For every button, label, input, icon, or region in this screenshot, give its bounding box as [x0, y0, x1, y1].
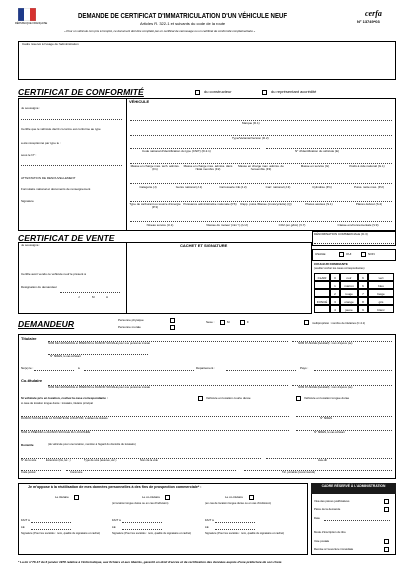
constructeur-label: du constructeur [204, 89, 232, 94]
admin-item-checkbox[interactable] [384, 547, 389, 552]
consent-signature-label: Signature (Pour les sociétés : nom, qualité du signataire et cachet) [205, 532, 285, 535]
cnit-label: Code national d'identification du type (CNIT) (D.2.1) [142, 149, 211, 153]
type-label: Type/Variante/Version (D.2) [232, 136, 269, 140]
vin-label: N° d'identification du véhicule (E) [295, 149, 339, 153]
admin-item-checkbox[interactable] [384, 539, 389, 544]
niveau-sonore-label: Niveau sonore (U.1) [146, 223, 174, 227]
admin-reserved-box [18, 41, 396, 80]
admin-item: Pièce de la demande [314, 507, 341, 511]
domicile-field-label: Commune [70, 471, 83, 474]
categorie-row-line[interactable] [130, 183, 392, 184]
genre-label: Genre national (J.1) [175, 185, 203, 189]
location-title: Si véhicule pris en location, cochez la case correspondante : [21, 396, 108, 400]
conformite-field-line[interactable] [21, 165, 122, 166]
masse-ptra-label: Masse en charge max. admiss. de l'ensemble (F3) [238, 164, 284, 172]
conformite-left-field: Signature [21, 199, 34, 203]
carrosserie-ce-label: Carrosserie CE (J.2) [219, 185, 247, 189]
couleur-cell: beige [368, 289, 394, 297]
couleur-cell: blanc [368, 305, 394, 313]
domicile-field-label: Nom de la voie [140, 459, 158, 462]
personne-morale-checkbox[interactable] [170, 325, 175, 330]
couleur-cell: marron [340, 281, 358, 289]
consent-col-note: (si location longue durée ou en cas d'indivision) [112, 502, 169, 505]
footer-note: * La loi n°78-17 du 6 janvier 1978 relative à l'informatique, aux fichiers et aux libertés, garantit un droit d'accès et de rectification des données auprès d'une préfecture de son choix. [18, 560, 283, 564]
conformite-left-field: a été réceptionné par type le : [21, 141, 61, 145]
couleur-cell [314, 305, 330, 313]
couleur-cell: bleu [368, 281, 394, 289]
personne-physique-checkbox[interactable] [170, 318, 175, 323]
poids-vide-label: Poids à vide national (G.1) [349, 164, 385, 168]
consent-col-note: (en cas de location longue durée ou en cas d'indivision) [205, 502, 272, 505]
representant-label: du représentant accrédité [271, 89, 317, 94]
consent-fait-field[interactable] [31, 522, 71, 523]
sonore-row-line[interactable] [130, 221, 392, 222]
vente-date-line[interactable] [60, 292, 120, 293]
consent-col-label: Le co-titulaire [225, 495, 244, 499]
vente-left-field: Je soussigné : [21, 243, 41, 247]
admin-item: Voie postale [314, 539, 330, 543]
personne-physique-label: Personne physique [118, 318, 144, 322]
logo-caption: RÉPUBLIQUE FRANÇAISE [15, 22, 48, 25]
titulaire-field-label: Pays : [300, 366, 309, 370]
couleur-cell: rouge [340, 289, 358, 297]
carrosserie-nat-label: Carr. national (J.3) [265, 185, 291, 189]
location-longue-label: Véhicule en location longue durée [304, 396, 350, 400]
notice: « Pour un véhicule non pris à l'emploi, ce document doit être complété par un certificat de carrossage ou un certificat de conformité complémentaire » [64, 29, 256, 33]
consent-le-field[interactable] [122, 529, 162, 530]
admin-item-checkbox[interactable] [384, 507, 389, 512]
titulaire-field-label: Né(e) le : [21, 366, 34, 370]
personne-morale-label: Personne morale [118, 325, 141, 329]
marque-label: Marque (D.1) [242, 121, 260, 125]
consent-le: LE [21, 525, 25, 529]
titulaire-field-label: NOM DE NAISSANCE et PRÉNOM ou RAISON SOCIALE pour une personne morale [48, 342, 151, 345]
domicile-title: Domicile [21, 443, 34, 447]
conformite-title: CERTIFICAT DE CONFORMITÉ [18, 87, 144, 97]
denomination-field[interactable] [314, 243, 394, 244]
vente-title: CERTIFICAT DE VENTE [18, 233, 115, 243]
couleur-cell: orange [340, 297, 358, 305]
conformite-left-field: Formulaire national et documents de renseignement [21, 187, 91, 191]
consent-fait: FAIT à [21, 518, 30, 522]
location-field-label: RAISON SOCIALE DE LA SOCIÉTÉ DE LOCATION, à défaut de titulaire [21, 417, 108, 420]
cotitulaire-field-label: NOM DE NAISSANCE et PRÉNOM ou RAISON SOCIALE pour une personne morale [48, 386, 151, 389]
usage-non-label: NON [368, 252, 375, 256]
date-year-mark: A [106, 295, 109, 299]
vente-divider [126, 242, 127, 314]
marque-field[interactable] [130, 120, 392, 121]
domicile-lieu-dit-line[interactable] [266, 458, 392, 459]
admin-item-checkbox[interactable] [384, 499, 389, 504]
conformite-left-field: ATTESTATION DE RENOUVELLEMENT [21, 176, 76, 180]
titulaire-field-label: N° SIREN, le cas échéant [50, 355, 81, 358]
domicile-field-label: Tél. portable (recommandé) [282, 471, 316, 474]
titulaire-title: Titulaire [21, 336, 37, 341]
domicile-tel-line[interactable] [244, 470, 392, 471]
domicile-note: (du véhicule pour une location, mention à l'égard du domicile du locataire) [48, 443, 136, 446]
places-debout-label: Places debout (S.2) [355, 202, 383, 206]
rapport-label: Rapp. puiss./Masse (motocyclette) (Q) [240, 202, 292, 206]
type-energie-label: Type de carburant ou source d'énergie (P.3) [129, 202, 181, 210]
consent-col-label: Le titulaire [55, 495, 69, 499]
domicile-field-label: Type de voie (avenue, etc.) [84, 459, 117, 462]
couleur-cell[interactable]: 2 [330, 289, 340, 297]
consent-col-label: Le co-titulaire [142, 495, 161, 499]
conformite-left-field: Je soussigné : [21, 106, 41, 110]
cotitulaire-title: Co-titulaire [21, 378, 43, 383]
usage-oui-label: OUI [346, 252, 352, 256]
cachet-label: CACHET ET SIGNATURE [180, 243, 228, 248]
multi-titulaires-input[interactable] [304, 320, 309, 325]
vehicule-label: VÉHICULE [129, 99, 150, 104]
couleur-cell[interactable]: 8 [358, 297, 368, 305]
couleur-cell[interactable]: 4 [330, 305, 340, 313]
couleur-cell: jaune [340, 305, 358, 313]
demandeur-title: DEMANDEUR [18, 319, 75, 329]
date-month-mark: M [92, 295, 95, 299]
couleur-note: (veuillez cocher les cases correspondantes) [314, 267, 365, 270]
couleur-table [314, 273, 394, 313]
consent-le-field[interactable] [215, 529, 255, 530]
constructeur-checkbox[interactable] [195, 90, 200, 95]
usage-label: USAGE [315, 252, 326, 256]
pays-field[interactable] [314, 370, 392, 371]
masse-ensemble-label: Masse en charge max. admiss. dans l'Etat membre (F2) [183, 164, 233, 172]
sexe-label: Sexe : [206, 320, 215, 324]
location-siren-field[interactable] [296, 416, 392, 417]
couleur-header-cell[interactable]: 6 [358, 273, 368, 281]
vente-left-field: Certifie avoir vendu ce véhicule neuf le présent à [21, 272, 86, 276]
usage-non-checkbox[interactable] [361, 252, 366, 257]
consent-le: LE [112, 525, 116, 529]
couleur-cell [314, 289, 330, 297]
republique-logo [18, 8, 36, 21]
consent-fait: FAIT à [112, 518, 121, 522]
location-longue-checkbox[interactable] [296, 396, 301, 401]
puissance-label: Puiss. nette max. (P.2) [354, 185, 384, 189]
consent-fait-field[interactable] [215, 522, 255, 523]
domicile-field-label: Code postal [21, 471, 36, 474]
location-courte-label: Véhicule en location courte durée [206, 396, 251, 400]
location-courte-checkbox[interactable] [198, 396, 203, 401]
conformite-divider [126, 98, 127, 231]
couleur-cell[interactable]: 7 [358, 289, 368, 297]
consent-le-field[interactable] [31, 529, 71, 530]
consent-fait-field[interactable] [122, 522, 162, 523]
couleur-title: COULEUR DOMINANTE [314, 262, 348, 266]
couleur-header-cell: CLAIR [314, 273, 330, 281]
cerfa-number: N° 13749*03 [357, 19, 380, 24]
consent-cotitulaire2-checkbox[interactable] [249, 495, 254, 500]
page-title: DEMANDE DE CERTIFICAT D'IMMATRICULATION D'UN VÉHICULE NEUF [78, 11, 288, 20]
conformite-left-field: sous le N° : [21, 153, 37, 157]
consent-cotitulaire1-checkbox[interactable] [165, 495, 170, 500]
couleur-cell [314, 281, 330, 289]
couleur-cell[interactable]: 3 [330, 297, 340, 305]
admin-date-field[interactable] [324, 520, 390, 521]
departement-field[interactable] [226, 370, 296, 371]
vente-left-field: Désignation du demandeur [21, 285, 58, 289]
cotitulaire-field-label: NOM D'USAGE (facultatif) : nom d'époux (se) [298, 386, 353, 389]
sexe-f-checkbox[interactable] [240, 320, 245, 325]
couleur-cell[interactable]: 6 [358, 281, 368, 289]
vente-box [18, 242, 312, 314]
co2-label: CO2 (en g/km) (V.7) [278, 223, 306, 227]
domicile-commune-line[interactable] [66, 470, 236, 471]
consent-le: LE [205, 525, 209, 529]
domicile-field-label: Extension (bis, ter...) [46, 459, 71, 462]
cerfa-logo: cerfa [365, 9, 382, 18]
consent-fait: FAIT à [205, 518, 214, 522]
couleur-header-cell[interactable]: 0 [330, 273, 340, 281]
masse-service-label: Masse en service (G) [300, 164, 330, 168]
categorie-label: Catégorie (J) [139, 185, 157, 189]
admin-item: Visa des pièces justificatives [314, 499, 350, 503]
location-field-label: NOM et PRÉNOM ou RAISON SOCIALE DU LOCATAIRE [21, 431, 91, 434]
domicile-field-label: N° de la voie [21, 459, 37, 462]
masse-ptac-label: Masse en charge max. tech. admiss. (F1) [130, 164, 180, 172]
puissance-admin-label: Puissance administrative nationale (P.6) [183, 202, 237, 206]
conformite-field-line[interactable] [21, 119, 122, 120]
classe-env-label: Classe environnementale (V.9) [337, 223, 379, 227]
admin-item: Mode d'inscription du titre [314, 530, 346, 534]
location-field-label: N° SIREN, le cas échéant [314, 431, 345, 434]
sexe-m-label: M [227, 320, 230, 324]
cylindree-label: Cylindrée (P.1) [312, 185, 332, 189]
vitesse-moteur-label: Vitesse du moteur (min⁻¹) (U.2) [206, 223, 248, 227]
birth-place-field[interactable] [84, 370, 194, 371]
titulaire-field-label: Département : [196, 366, 216, 370]
sexe-m-checkbox[interactable] [220, 320, 225, 325]
birth-date-field[interactable] [34, 370, 74, 371]
admin-item: Date [314, 516, 320, 520]
sexe-f-label: F [247, 320, 249, 324]
consent-box [18, 483, 308, 555]
couleur-cell[interactable]: 9 [358, 305, 368, 313]
consent-title: Je m'oppose à la réutilisation de mes données personnelles à des fins de prospection commerciale* : [28, 485, 202, 489]
admin-reserved-label: Cadre réservé à l'usage de l'administration [22, 42, 79, 46]
date-day-mark: J [78, 295, 80, 299]
consent-signature-label: Signature (Pour les sociétés : nom, qualité du signataire et cachet) [21, 532, 101, 535]
domicile-field-label: Lieu-dit [318, 459, 327, 462]
consent-signature-label: Signature (Pour les sociétés : nom, qualité du signataire et cachet) [112, 532, 192, 535]
couleur-cell: gris [368, 297, 394, 305]
couleur-cell[interactable]: 1 [330, 281, 340, 289]
location-note: si case de location longue durée : locataire, titulaire principal [21, 402, 93, 405]
multi-label: multipropriété : nombre de titulaires (C.4.1) [312, 321, 366, 325]
couleur-cell: FONCÉ [314, 297, 330, 305]
admin-item: Remise à l'ouverture immédiate [314, 547, 354, 551]
consent-titulaire-checkbox[interactable] [74, 495, 79, 500]
places-assises-label: Places assises (S.1) [305, 202, 333, 206]
couleur-header-cell: noir [340, 273, 358, 281]
representant-checkbox[interactable] [262, 90, 267, 95]
titulaire-field-label: NOM D'USAGE (facultatif) : nom d'époux (se) [298, 342, 353, 345]
subtitle: Articles R. 322-1 et suivants du code de la route [140, 21, 226, 26]
denomination-label: DÉNOMINATION COMMERCIALE (D.3) [314, 232, 368, 236]
titulaire-field-label: à [78, 366, 80, 370]
conformite-left-field: Certifie que le véhicule décrit ci-contre est conforme au type [21, 127, 101, 131]
location-field-label: N° SIREN [320, 417, 332, 420]
couleur-header-cell: vert [368, 273, 394, 281]
usage-oui-checkbox[interactable] [339, 252, 344, 257]
admin-bottom-title: CADRE RÉSERVÉ À L'ADMINISTRATION [321, 484, 386, 488]
